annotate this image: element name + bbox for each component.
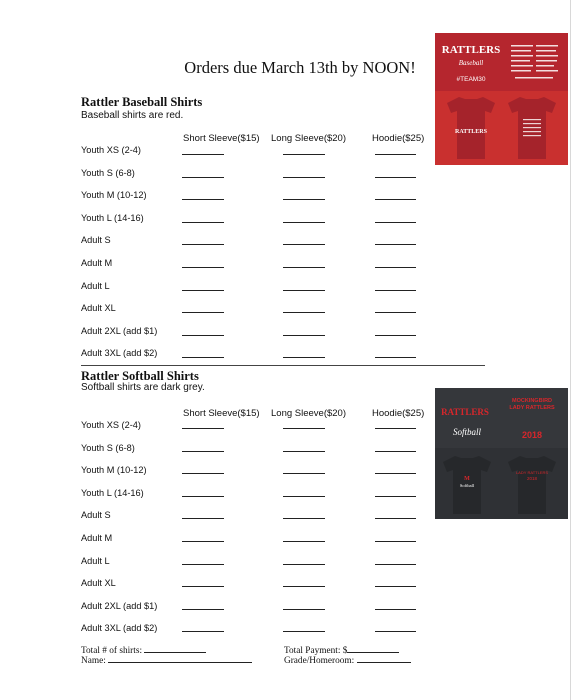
softball-col-hoodie: Hoodie($25) [372,408,425,419]
softball-section-subtitle: Softball shirts are dark grey. [81,382,205,393]
softball-qty-blank-long-sleeve[interactable] [283,609,325,610]
svg-text:RATTLERS: RATTLERS [441,44,501,56]
softball-col-long-sleeve: Long Sleeve($20) [271,408,346,419]
baseball-qty-blank-long-sleeve[interactable] [283,267,325,268]
softball-size-label: Youth L (14-16) [81,487,144,498]
softball-qty-blank-long-sleeve[interactable] [283,496,325,497]
baseball-size-label: Youth L (14-16) [81,212,144,223]
baseball-qty-blank-short-sleeve[interactable] [182,312,224,313]
softball-size-label: Adult L [81,555,110,566]
baseball-col-long-sleeve: Long Sleeve($20) [271,133,346,144]
softball-size-label: Youth XS (2-4) [81,420,141,430]
baseball-size-label: Adult 2XL (add $1) [81,325,158,336]
softball-qty-blank-short-sleeve[interactable] [182,496,224,497]
softball-qty-blank-short-sleeve[interactable] [182,564,224,565]
baseball-qty-blank-hoodie[interactable] [375,244,416,245]
softball-size-label: Youth M (10-12) [81,465,147,476]
softball-qty-blank-short-sleeve[interactable] [182,631,224,632]
baseball-qty-blank-short-sleeve[interactable] [182,154,224,155]
softball-qty-blank-short-sleeve[interactable] [182,541,224,542]
baseball-qty-blank-hoodie[interactable] [375,177,416,178]
baseball-qty-blank-short-sleeve[interactable] [182,290,224,291]
softball-size-label: Adult 2XL (add $1) [81,600,158,611]
softball-qty-blank-hoodie[interactable] [375,564,416,565]
svg-text:#TEAM30: #TEAM30 [456,76,486,83]
softball-qty-blank-hoodie[interactable] [375,631,416,632]
softball-section-title: Rattler Softball Shirts [81,369,199,383]
name-field[interactable] [81,654,252,666]
baseball-col-hoodie: Hoodie($25) [372,133,425,144]
svg-text:2018: 2018 [521,430,543,440]
baseball-size-label: Youth XS (2-4) [81,145,141,155]
svg-text:Baseball: Baseball [458,59,484,67]
baseball-qty-blank-long-sleeve[interactable] [283,177,325,178]
softball-qty-blank-long-sleeve[interactable] [283,473,325,474]
svg-text:2018: 2018 [526,476,538,481]
baseball-qty-blank-hoodie[interactable] [375,290,416,291]
softball-size-label: Youth S (6-8) [81,442,135,453]
baseball-shirt-photo [435,33,568,165]
softball-qty-blank-long-sleeve[interactable] [283,631,325,632]
baseball-qty-blank-hoodie[interactable] [375,222,416,223]
section-divider [81,365,485,366]
baseball-qty-blank-long-sleeve[interactable] [283,312,325,313]
baseball-qty-blank-long-sleeve[interactable] [283,222,325,223]
svg-text:MOCKINGBIRD: MOCKINGBIRD [511,398,553,404]
page-edge [570,0,571,700]
baseball-qty-blank-short-sleeve[interactable] [182,357,224,358]
softball-qty-blank-hoodie[interactable] [375,518,416,519]
baseball-qty-blank-short-sleeve[interactable] [182,244,224,245]
softball-qty-blank-short-sleeve[interactable] [182,518,224,519]
baseball-size-label: Adult XL [81,303,116,314]
total-shirts-label: Total # of shirts: [81,646,143,656]
baseball-size-label: Adult S [81,235,111,246]
total-shirts-blank[interactable] [144,644,206,653]
softball-qty-blank-long-sleeve[interactable] [283,586,325,587]
baseball-section-title: Rattler Baseball Shirts [81,95,203,109]
baseball-section-subtitle: Baseball shirts are red. [81,110,184,121]
softball-size-label: Adult M [81,533,113,543]
baseball-col-short-sleeve: Short Sleeve($15) [183,133,260,144]
softball-qty-blank-short-sleeve[interactable] [182,473,224,474]
svg-text:M: M [464,476,470,482]
name-blank[interactable] [108,654,252,663]
baseball-size-label: Adult 3XL (add $2) [81,348,158,359]
total-payment-label: Total Payment: $ [284,646,348,656]
baseball-qty-blank-hoodie[interactable] [375,335,416,336]
baseball-size-label: Youth S (6-8) [81,167,135,178]
svg-text:RATTLERS: RATTLERS [455,129,487,135]
svg-text:RATTLERS: RATTLERS [441,407,489,417]
baseball-qty-blank-hoodie[interactable] [375,154,416,155]
baseball-qty-blank-long-sleeve[interactable] [283,290,325,291]
softball-size-label: Adult 3XL (add $2) [81,623,158,634]
baseball-qty-blank-hoodie[interactable] [375,357,416,358]
softball-qty-blank-long-sleeve[interactable] [283,428,325,429]
baseball-qty-blank-long-sleeve[interactable] [283,357,325,358]
baseball-qty-blank-hoodie[interactable] [375,312,416,313]
svg-text:LADY RATTLERS: LADY RATTLERS [515,470,549,475]
baseball-qty-blank-long-sleeve[interactable] [283,154,325,155]
baseball-qty-blank-long-sleeve[interactable] [283,244,325,245]
baseball-qty-blank-short-sleeve[interactable] [182,222,224,223]
total-payment-blank[interactable] [347,644,399,653]
softball-qty-blank-hoodie[interactable] [375,541,416,542]
softball-qty-blank-long-sleeve[interactable] [283,541,325,542]
softball-qty-blank-short-sleeve[interactable] [182,609,224,610]
baseball-qty-blank-short-sleeve[interactable] [182,335,224,336]
baseball-qty-blank-long-sleeve[interactable] [283,199,325,200]
softball-qty-blank-hoodie[interactable] [375,451,416,452]
softball-size-label: Adult S [81,510,111,521]
softball-qty-blank-hoodie[interactable] [375,473,416,474]
baseball-qty-blank-short-sleeve[interactable] [182,267,224,268]
due-date-heading: Orders due March 13th by NOON! [184,58,416,77]
baseball-size-label: Adult M [81,258,113,268]
softball-qty-blank-short-sleeve[interactable] [182,428,224,429]
baseball-qty-blank-long-sleeve[interactable] [283,335,325,336]
softball-qty-blank-long-sleeve[interactable] [283,564,325,565]
softball-qty-blank-hoodie[interactable] [375,586,416,587]
svg-text:Softball: Softball [452,427,482,437]
softball-qty-blank-hoodie[interactable] [375,496,416,497]
baseball-qty-blank-hoodie[interactable] [375,267,416,268]
svg-text:Softball: Softball [459,483,475,488]
softball-qty-blank-hoodie[interactable] [375,428,416,429]
baseball-qty-blank-short-sleeve[interactable] [182,199,224,200]
baseball-size-label: Youth M (10-12) [81,190,147,201]
svg-text:LADY RATTLERS: LADY RATTLERS [509,405,555,411]
baseball-qty-blank-short-sleeve[interactable] [182,177,224,178]
grade-homeroom-label: Grade/Homeroom: [284,656,355,666]
softball-qty-blank-short-sleeve[interactable] [182,451,224,452]
softball-shirt-photo [435,388,568,519]
softball-col-short-sleeve: Short Sleeve($15) [183,408,260,419]
softball-qty-blank-hoodie[interactable] [375,609,416,610]
softball-qty-blank-long-sleeve[interactable] [283,451,325,452]
softball-qty-blank-short-sleeve[interactable] [182,586,224,587]
softball-size-label: Adult XL [81,578,116,589]
softball-qty-blank-long-sleeve[interactable] [283,518,325,519]
baseball-size-label: Adult L [81,280,110,291]
baseball-qty-blank-hoodie[interactable] [375,199,416,200]
name-label: Name: [81,656,106,666]
grade-homeroom-field[interactable] [284,654,411,666]
grade-homeroom-blank[interactable] [357,654,411,663]
